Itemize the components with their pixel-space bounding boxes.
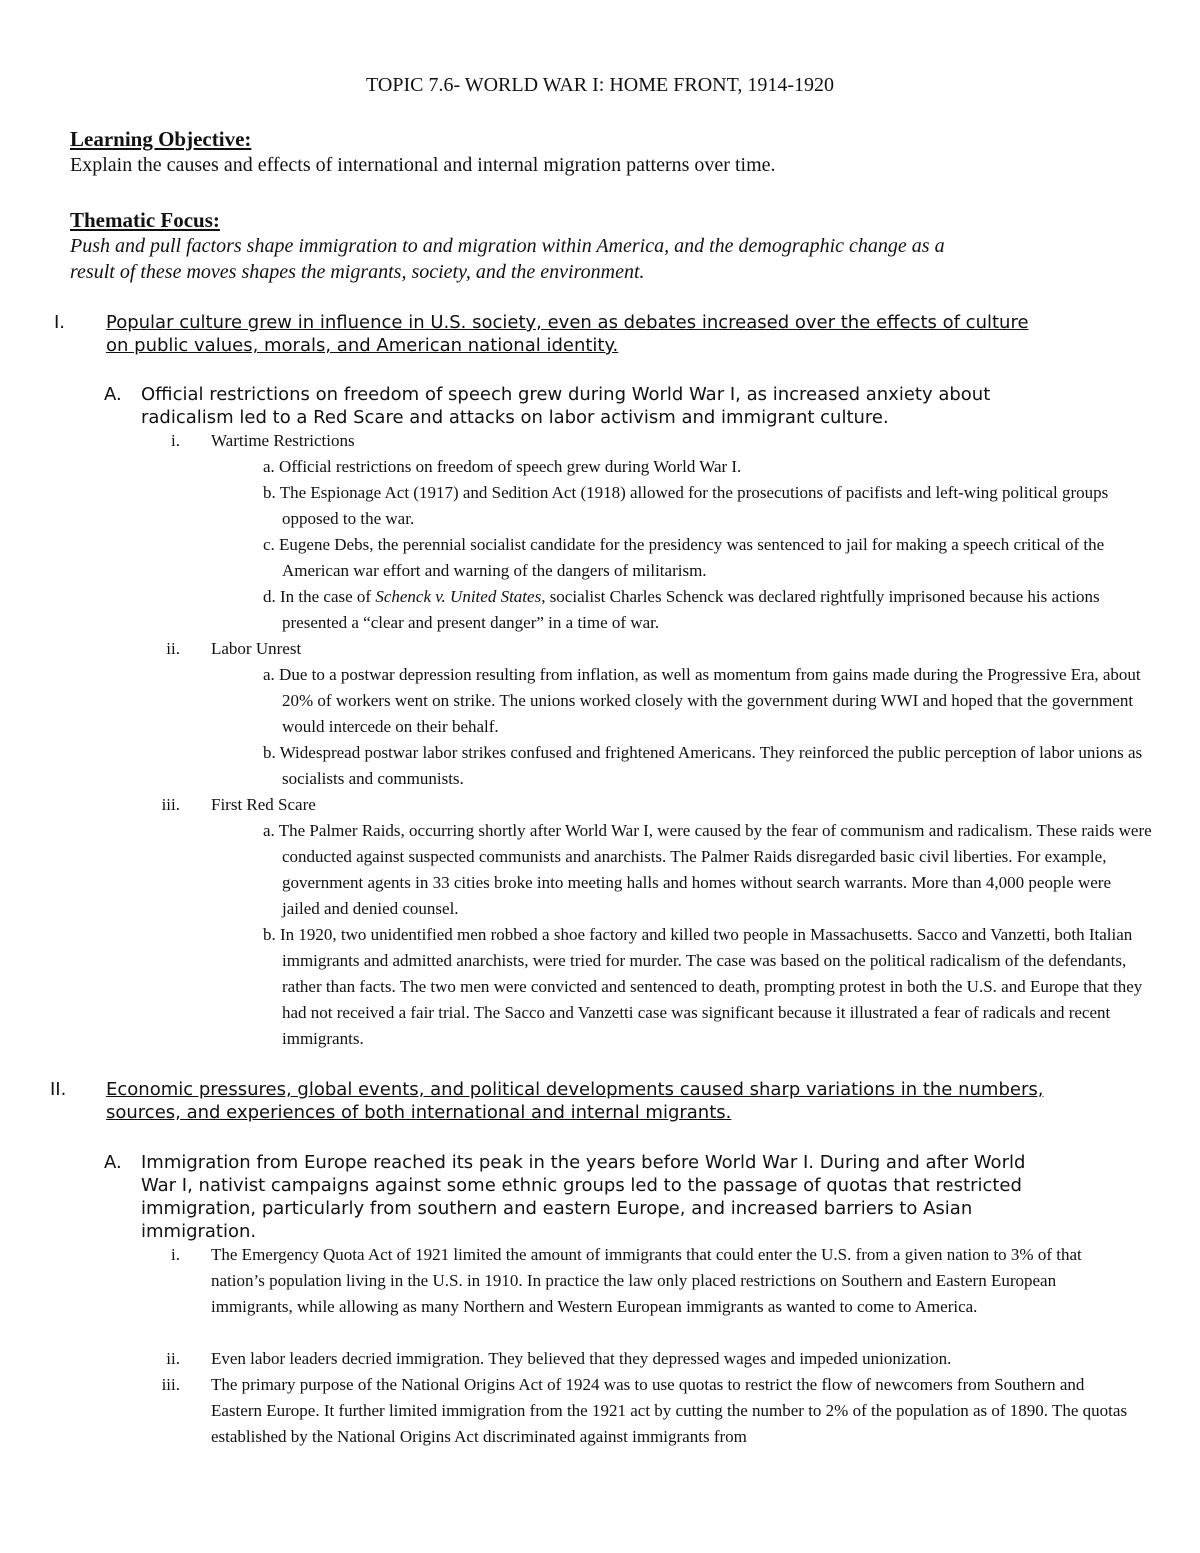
labor-leaders-text: Even labor leaders decried immigration. They believed that they depressed wages and impeded unionization. <box>211 1349 952 1368</box>
wartime-item-a: a. Official restrictions on freedom of speech grew during World War I. <box>263 457 742 476</box>
labor-item-a: a. Due to a postwar depression resulting from inflation, as well as momentum from gains made during the Progressive Era, about 20% of workers went on strike. The unions worked closely with the government during WWI and hoped that the government would intercede on their behalf. <box>263 665 1141 736</box>
section-2-line-1: Economic pressures, global events, and political developments caused sharp variations in the numbers, <box>106 1079 1044 1100</box>
section-2-a-line-2: War I, nativist campaigns against some ethnic groups led to the passage of quotas that restricted <box>141 1175 1022 1196</box>
section-1-line-1: Popular culture grew in influence in U.S. society, even as debates increased over the effects of culture <box>106 312 1029 333</box>
wartime-item-d-pre: d. In the case of <box>263 587 376 606</box>
thematic-focus-heading: Thematic Focus: <box>70 208 220 232</box>
page-title: TOPIC 7.6- WORLD WAR I: HOME FRONT, 1914-1920 <box>366 74 834 96</box>
section-1-number: I. <box>54 312 66 333</box>
section-2-a-line-4: immigration. <box>141 1221 257 1242</box>
red-scare-item-a: a. The Palmer Raids, occurring shortly after World War I, were caused by the fear of communism and radicalism. These raids were conducted against suspected communists and anarchists. The Palmer Raids disregarded basic civil liberties. For example, government agents in 33 cities broke into meeting halls and homes without search warrants. More than 4,000 people were jailed and denied counsel. <box>263 821 1152 918</box>
labor-item-b: b. Widespread postwar labor strikes confused and frightened Americans. They reinforced the public perception of labor unions as socialists and communists. <box>263 743 1143 788</box>
red-scare-item-b: b. In 1920, two unidentified men robbed a shoe factory and killed two people in Massachusetts. Sacco and Vanzetti, both Italian immigrants and admitted anarchists, were tried for murder. The case was based on the political radicalism of the defendants, rather than facts. The two men were convicted and sentenced to death, prompting protest in both the U.S. and Europe that they had not received a fair trial. The Sacco and Vanzetti case was significant because it illustrated a fear of radicals and recent immigrants. <box>263 925 1143 1048</box>
national-origins-number: iii. <box>161 1375 180 1394</box>
section-2-a-line-3: immigration, particularly from southern and eastern Europe, and increased barriers to Asian <box>141 1198 973 1219</box>
schenck-case-name: Schenck v. United States <box>375 587 542 606</box>
labor-leaders-number: ii. <box>166 1349 180 1368</box>
wartime-item-d-post: , socialist Charles Schenck was declared rightfully imprisoned because his actions presented a “clear and present danger” in a time of war. <box>282 587 1100 632</box>
thematic-focus <box>70 207 1150 285</box>
section-1-a-letter: A. <box>104 384 122 405</box>
learning-objective-heading: Learning Objective: <box>70 127 252 151</box>
wartime-item-b: b. The Espionage Act (1917) and Sedition Act (1918) allowed for the prosecutions of pacifists and left-wing political groups opposed to the war. <box>263 483 1109 528</box>
emergency-quota-number: i. <box>171 1245 180 1264</box>
emergency-quota-text: The Emergency Quota Act of 1921 limited the amount of immigrants that could enter the U.S. from a given nation to 3% of that nation’s population living in the U.S. in 1910. In practice the law only placed restrictions on Southern and Eastern European immigrants, while allowing as many Northern and Western European immigrants as wanted to come to America. <box>211 1245 1082 1316</box>
section-2-a-line-1: Immigration from Europe reached its peak in the years before World War I. During and after World <box>141 1152 1026 1173</box>
section-2-number: II. <box>50 1079 67 1100</box>
section-2-line-2: sources, and experiences of both international and internal migrants. <box>106 1102 732 1123</box>
wartime-item-c: c. Eugene Debs, the perennial socialist candidate for the presidency was sentenced to jail for making a speech critical of the American war effort and warning of the dangers of militarism. <box>263 535 1105 580</box>
learning-objective-text: Explain the causes and effects of international and internal migration patterns over time. <box>70 154 776 176</box>
learning-objective <box>70 126 1150 178</box>
section-1-line-2: on public values, morals, and American national identity. <box>106 335 619 356</box>
thematic-focus-line-2: result of these moves shapes the migrants, society, and the environment. <box>70 261 645 283</box>
wartime-item-d <box>263 584 1152 636</box>
section-2-a-letter: A. <box>104 1152 122 1173</box>
section-1-a-line-1: Official restrictions on freedom of speech grew during World War I, as increased anxiety about <box>141 384 991 405</box>
wartime-restrictions-number: i. <box>171 431 180 450</box>
wartime-restrictions-title: Wartime Restrictions <box>211 431 355 450</box>
labor-unrest-title: Labor Unrest <box>211 639 302 658</box>
red-scare-number: iii. <box>161 795 180 814</box>
labor-unrest-number: ii. <box>166 639 180 658</box>
thematic-focus-line-1: Push and pull factors shape immigration to and migration within America, and the demographic change as a <box>70 235 945 257</box>
national-origins-text: The primary purpose of the National Origins Act of 1924 was to use quotas to restrict the flow of newcomers from Southern and Eastern Europe. It further limited immigration from the 1921 act by cutting the number to 2% of the population as of 1890. The quotas established by the National Origins Act discriminated against immigrants from <box>211 1375 1128 1446</box>
section-1-a-line-2: radicalism led to a Red Scare and attacks on labor activism and immigrant culture. <box>141 407 889 428</box>
red-scare-title: First Red Scare <box>211 795 316 814</box>
